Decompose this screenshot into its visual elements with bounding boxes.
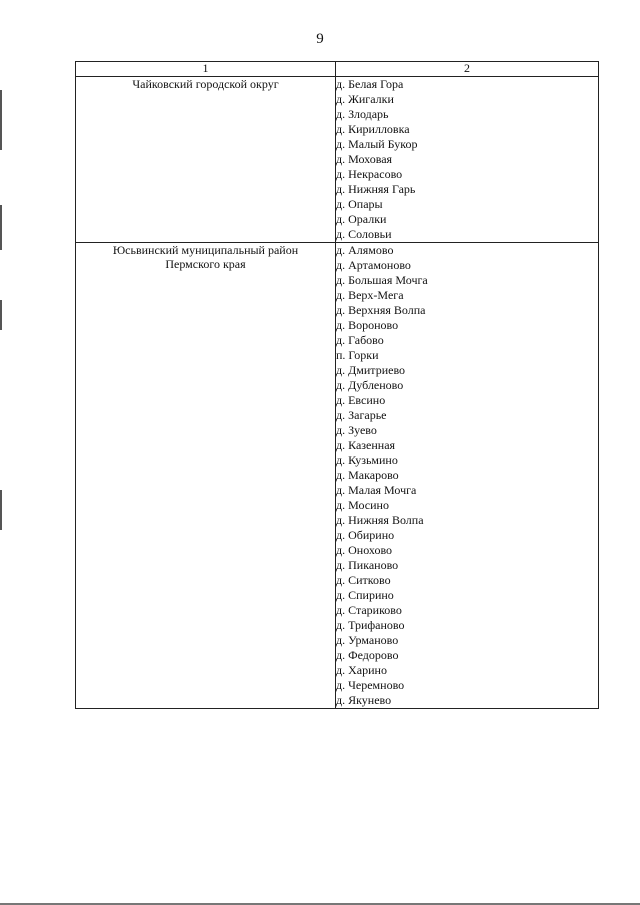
settlement-item: д. Жигалки [336,92,394,106]
settlement-item: д. Харино [336,663,387,677]
column-header-1: 1 [76,62,336,77]
settlement-item: д. Спирино [336,588,394,602]
settlement-item: д. Загарье [336,408,387,422]
column-header-2: 2 [336,62,599,77]
district-cell [76,77,336,243]
settlement-item: д. Вороново [336,318,399,332]
settlement-item: д. Стариково [336,603,402,617]
table-row [76,77,599,243]
settlements-cell [336,243,599,709]
settlement-item: д. Артамоново [336,258,411,272]
settlements-table [75,61,599,709]
page-number: 9 [316,31,324,47]
settlement-item: д. Малая Мочга [336,483,417,497]
settlement-item: д. Большая Мочга [336,273,428,287]
settlement-item: д. Дубленово [336,378,404,392]
settlement-item: д. Якунево [336,693,392,707]
settlement-item: д. Злодарь [336,107,389,121]
settlement-item: д. Верхняя Волпа [336,303,426,317]
settlement-item: д. Кирилловка [336,122,410,136]
settlement-item: д. Нижняя Гарь [336,182,416,196]
settlements-cell [336,77,599,243]
settlement-item: д. Онохово [336,543,393,557]
settlement-item: д. Нижняя Волпа [336,513,424,527]
settlement-item: д. Малый Букор [336,137,418,151]
settlement-item: д. Кузьмино [336,453,398,467]
settlement-item: д. Габово [336,333,384,347]
settlement-item: д. Евсино [336,393,386,407]
settlement-item: д. Урманово [336,633,399,647]
settlement-item: д. Алямово [336,243,394,257]
settlement-item: д. Ситково [336,573,391,587]
settlement-item: д. Оралки [336,212,387,226]
settlement-item: д. Белая Гора [336,77,404,91]
settlement-item: д. Соловьи [336,227,392,241]
settlement-item: д. Пиканово [336,558,399,572]
settlement-item: д. Федорово [336,648,399,662]
district-cell [76,243,336,709]
district-name-line: Юсьвинский муниципальный район [112,243,299,257]
settlement-item: д. Верх-Мега [336,288,404,302]
settlement-item: д. Макарово [336,468,399,482]
settlement-item: д. Дмитриево [336,363,406,377]
scan-edge-mark [0,300,2,330]
settlement-item: д. Обирино [336,528,395,542]
settlement-item: д. Казенная [336,438,396,452]
table-header-row [76,62,599,77]
scan-edge-mark [0,490,2,530]
settlement-item: д. Зуево [336,423,377,437]
scan-edge-mark [0,205,2,250]
settlement-item: д. Некрасово [336,167,403,181]
district-name-line: Чайковский городской округ [132,77,279,91]
settlement-item: д. Моховая [336,152,393,166]
settlement-item: д. Трифаново [336,618,405,632]
scan-edge-mark [0,90,2,150]
district-name-line: Пермского края [165,257,246,271]
table-row [76,243,599,709]
settlement-item: п. Горки [336,348,379,362]
settlement-item: д. Черемново [336,678,405,692]
settlement-item: д. Мосино [336,498,389,512]
settlement-item: д. Опары [336,197,383,211]
